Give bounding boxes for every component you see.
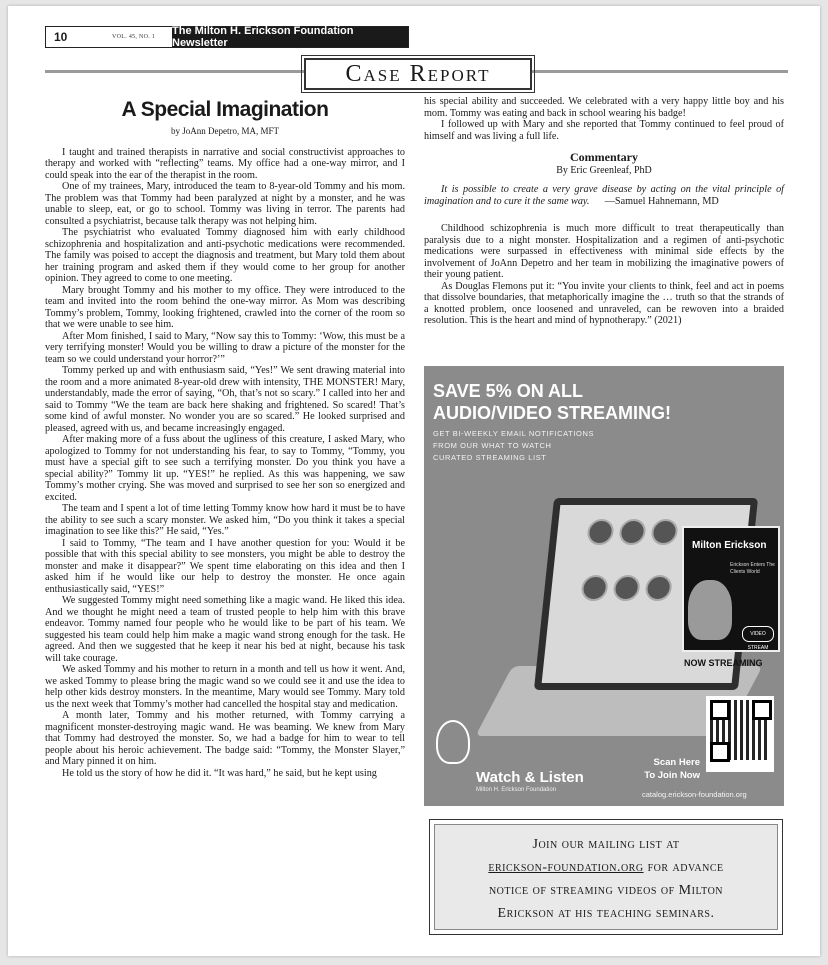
- portrait-image: [688, 580, 732, 640]
- play-icon: [650, 519, 679, 545]
- now-streaming-label: NOW STREAMING: [684, 658, 763, 668]
- qr-finder: [752, 700, 772, 720]
- page-number: 10: [54, 30, 68, 44]
- paragraph: He told us the story of how he did it. “It was hard,” he said, but he kept using: [62, 767, 377, 779]
- paragraph: I followed up with Mary and she reported that Tommy continued to feel proud of himself and was living a full life.: [424, 119, 784, 142]
- ad-sub-line-3: CURATED STREAMING LIST: [433, 453, 547, 462]
- qr-finder: [710, 700, 730, 720]
- mailing-line-2-tail: for advance: [647, 860, 724, 875]
- play-icon: [580, 575, 609, 601]
- ad-headline: [433, 380, 671, 424]
- catalog-url[interactable]: catalog.erickson-foundation.org: [642, 790, 747, 799]
- play-icon: [586, 519, 615, 545]
- paragraph: After Mom finished, I said to Mary, “Now say this to Tommy: ‘Wow, this must be a very terrifying monster! Would you be willing to draw a picture of the monster for the team so we could understand your horror?’”: [45, 330, 405, 365]
- paragraph: A month later, Tommy and his mother returned, with Tommy carrying a magnificent monster-destroying magic wand. He was beaming. We knew from Mary that Tommy had destroyed the monster. So, we had a badge for him to wear to tell people about his heroic achievement. The badge said: “Tommy, the Monster Slayer,” and Mary pinned it on him.: [45, 710, 405, 767]
- page-header: [45, 26, 409, 48]
- paragraph: Childhood schizophrenia is much more difficult to treat therapeutically than paralysis due to a night monster. Hospitalization and a regimen of anti-psychotic medications were surpassed in effectiveness with minimal side effects by the involvement of JoAnn Depetro and her team in mobilizing the imaginative powers of their young patient.: [424, 223, 784, 280]
- play-icon: [618, 519, 647, 545]
- paragraph: One of my trainees, Mary, introduced the team to 8-year-old Tommy and his mom. The problem was that Tommy had been paralyzed at night by a monster, and he was unable to sleep, eat, or go to school. Tommy was living in terror. The parents had consulted a psychiatrist, because talk therapy was not helping him.: [45, 181, 405, 227]
- commentary-byline: By Eric Greenleaf, PhD: [556, 164, 652, 176]
- newsletter-page: [8, 6, 820, 956]
- qr-finder: [710, 742, 730, 762]
- paragraph: I said to Tommy, “The team and I have another question for you: Would it be possible that with this special ability to see monsters, you might be able to destroy the monster and make it disappear?” We spent time elaborating on this idea and then I asked him if he would like our help to destroy the monster. He once again enthusiastically said, “YES!”: [45, 537, 405, 595]
- scan-line-2: To Join Now: [644, 770, 700, 781]
- paragraph: The team and I spent a lot of time letting Tommy know how hard it must be to have the ability to see such a scary monster. We asked him, “Do you think it takes a special imagination to see like this?” He said, “Yes.”: [45, 503, 405, 537]
- commentary-heading: Commentary: [570, 150, 638, 164]
- paragraph: The psychiatrist who evaluated Tommy diagnosed him with early childhood schizophrenia and hospitalization and anti-psychotic medications were recommended. The family was poised to accept the diagnosis and treatment, but Mary told them about her training program and asked them if they would come to her group for another opinion. They agreed to come to one meeting.: [45, 227, 405, 284]
- newsletter-name: The Milton H. Erickson Foundation Newsletter: [172, 27, 408, 47]
- scan-line-1: Scan Here: [653, 757, 700, 768]
- poster-badge: VIDEO STREAM: [742, 626, 774, 642]
- mailing-line-1: Join our mailing list at: [532, 837, 680, 852]
- scan-cta: [632, 756, 700, 782]
- streaming-advertisement[interactable]: [424, 366, 784, 806]
- poster-subtitle: Erickson Enters The Clients World: [730, 562, 775, 575]
- foundation-label: Milton H. Erickson Foundation: [476, 787, 557, 793]
- play-icon: [644, 575, 673, 601]
- mailing-line-2: [435, 856, 777, 879]
- mailing-line-4: Erickson at his teaching seminars.: [497, 906, 715, 921]
- video-poster: [682, 526, 780, 652]
- epigraph-text: It is possible to create a very grave disease by acting on the vital principle of imagination and to cure it the same way.: [424, 184, 784, 207]
- paragraph: As Douglas Flemons put it: “You invite your clients to think, feel and act in poems that dissolve boundaries, that metaphorically imagine the … truth so that the strands of a knotted problem, once loosened and unraveled, can be rewoven into a braided resolution. This is the heart and mind of hypnotherapy.” (2021): [424, 280, 784, 326]
- ad-sub-line-1: GET BI-WEEKLY EMAIL NOTIFICATIONS: [433, 429, 595, 438]
- section-title: Case Report: [304, 58, 532, 90]
- ad-subtext: [433, 428, 594, 464]
- article-right-column: [424, 96, 784, 327]
- paragraph: Tommy perked up and with enthusiasm said, “Yes!” We sent drawing material into the room and a more animated 8-year-old drew with intensity, THE MONSTER! Mary, understandably, made the error of saying, “Oh, that’s not so scary.” I called into her and said to Tommy “We the team are back here shaking and frightened. So scared! That’s some kind of awful monster. No wonder you are so scared.” He looked surprised and pleased, agreed with us, and became increasingly engaged.: [45, 365, 405, 434]
- paragraph: I taught and trained therapists in narrative and social constructivist approaches to therapy and worked with “reflecting” teams. My office had a one-way mirror, and I could speak into the ear of the therapist in the room.: [45, 146, 405, 181]
- ad-sub-line-2: FROM OUR WHAT TO WATCH: [433, 441, 552, 450]
- qr-code[interactable]: [706, 696, 774, 772]
- article-body-right: [424, 96, 784, 142]
- paragraph: Mary brought Tommy and his mother to my office. They were introduced to the team and invited into the room behind the one-way mirror. As Mom was describing Tommy’s problem, Tommy, looking frightened, crawled into the corner of the room so that we were unable to see him.: [45, 284, 405, 330]
- mailing-list-text: [434, 824, 778, 930]
- mailing-list-box: [429, 819, 783, 935]
- ad-headline-line-1: SAVE 5% ON ALL: [433, 381, 584, 401]
- paragraph: We asked Tommy and his mother to return in a month and tell us how it went. And, we asked Tommy to please bring the magic wand so we could see it and use the idea to help other kids destroy monsters. In the meantime, Mary would see Tommy. Mary told us the next week that Tommy’s mother had cancelled the hospital stay and medication.: [45, 664, 405, 710]
- ad-headline-line-2: AUDIO/VIDEO STREAMING!: [433, 403, 672, 423]
- paragraph: We suggested Tommy might need something like a magic wand. He liked this idea. And we thought he might need a team of trusted people to help him with this brave endeavor. Tommy named four people who he would like to be part of his team. We suggested his team could help him make a magic wand strong enough for the task. He agreed. And then we suggested that he keep it near his bed at night, because his task will take courage.: [45, 595, 405, 664]
- volume-label: VOL. 45, NO. 1: [112, 34, 156, 40]
- headphones-icon: [436, 720, 470, 764]
- commentary-body: [424, 223, 784, 327]
- foundation-link[interactable]: erickson-foundation.org: [488, 860, 644, 875]
- mailing-line-3: notice of streaming videos of Milton: [488, 883, 724, 898]
- epigraph-author: —Samuel Hahnemann, MD: [604, 195, 719, 207]
- article-left-column: [45, 98, 405, 779]
- poster-title: Milton Erickson: [692, 540, 767, 551]
- paragraph: After making more of a fuss about the ugliness of this creature, I asked Mary, who apologized to Tommy for not understanding his fear, to say to Tommy, “Tommy, you must have a special gift to see such a terrifying monster. Do you think you have a special ability?” Tommy lit up. “YES!” he replied. As this was happening, we saw Tommy’s mother crying. She was moved and surprised to see her son so energized and excited.: [45, 434, 405, 503]
- play-icon: [612, 575, 641, 601]
- article-byline: by JoAnn Depetro, MA, MFT: [171, 126, 279, 136]
- paragraph: his special ability and succeeded. We celebrated with a very happy little boy and his mom. Tommy was eating and back in school wearing his badge!: [424, 96, 784, 119]
- article-title: A Special Imagination: [121, 98, 329, 121]
- watch-listen-label: Watch & Listen: [476, 769, 584, 786]
- commentary-epigraph: [424, 184, 784, 207]
- article-body-left: [45, 147, 405, 780]
